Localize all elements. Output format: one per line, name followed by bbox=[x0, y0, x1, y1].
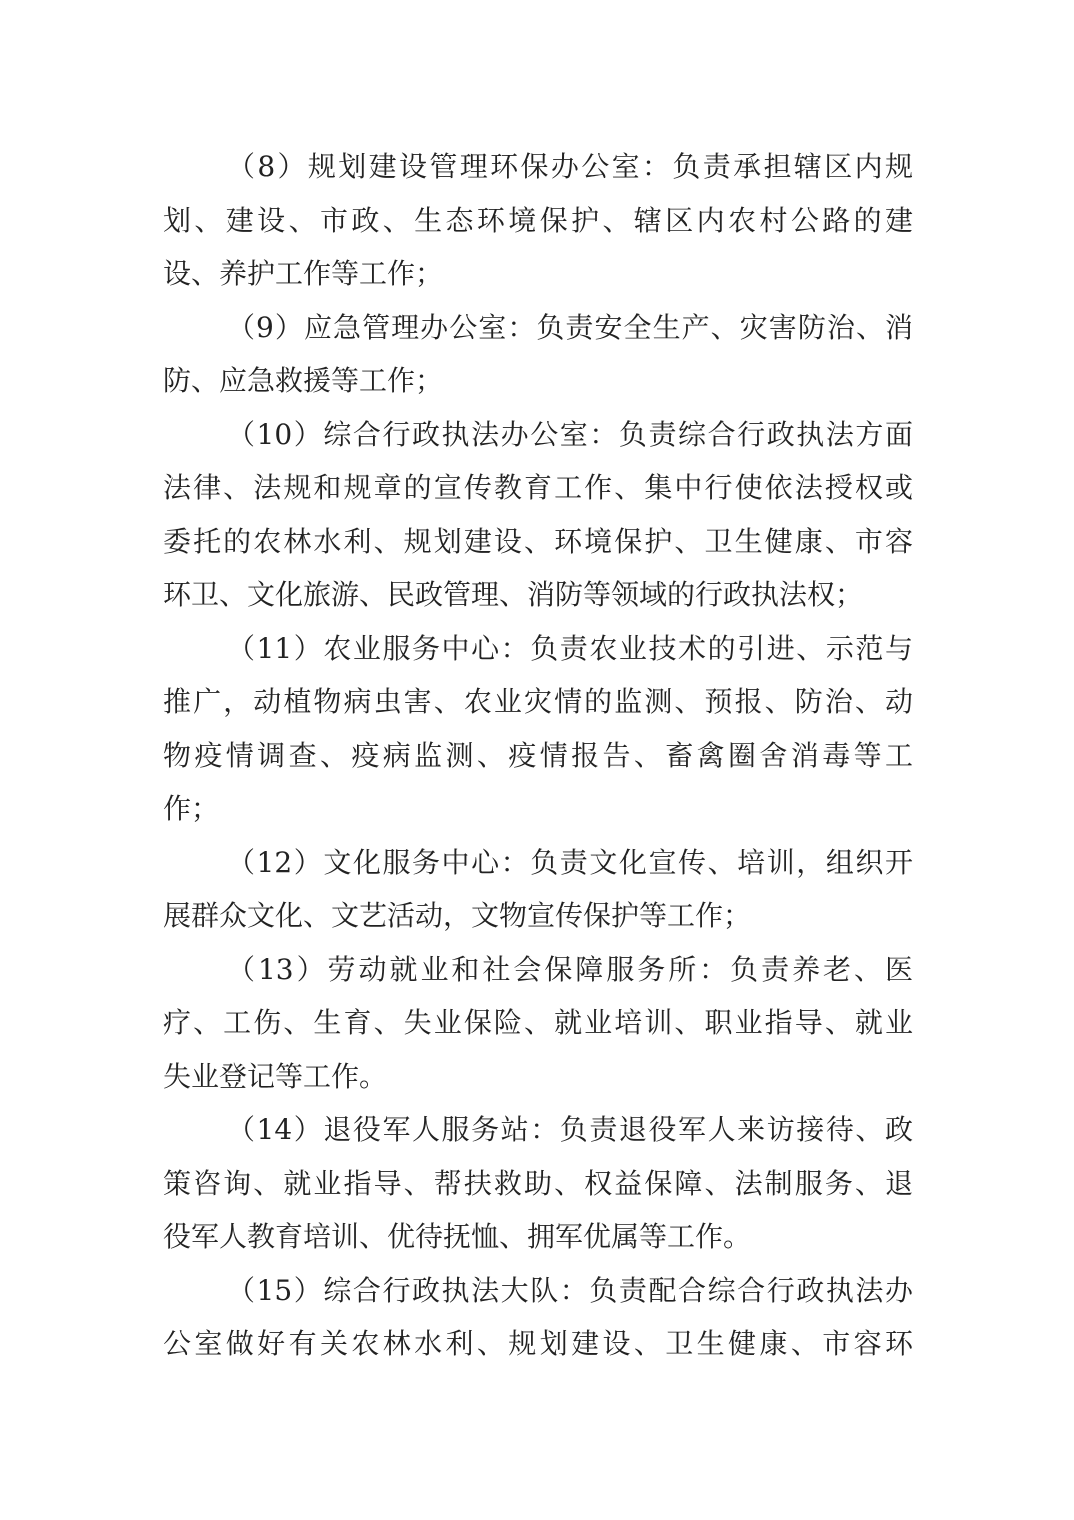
text-line: （12）文化服务中心：负责文化宣传、培训，组织开 bbox=[227, 845, 913, 879]
text-line: 推广，动植物病虫害、农业灾情的监测、预报、防治、动 bbox=[163, 685, 913, 718]
text-line: 公室做好有关农林水利、规划建设、卫生健康、市容环 bbox=[163, 1327, 913, 1360]
text-line: 法律、法规和规章的宣传教育工作、集中行使依法授权或 bbox=[163, 471, 913, 504]
paragraph-planning-office bbox=[163, 140, 913, 301]
text-line: 役军人教育培训、优待抚恤、拥军优属等工作。 bbox=[163, 1220, 752, 1253]
text-line: 展群众文化、文艺活动，文物宣传保护等工作； bbox=[163, 899, 752, 932]
paragraph-culture-center bbox=[163, 836, 913, 943]
text-line: （8）规划建设管理环保办公室：负责承担辖区内规 bbox=[227, 150, 913, 183]
text-line: 委托的农林水利、规划建设、环境保护、卫生健康、市容 bbox=[163, 524, 913, 558]
document-body bbox=[163, 140, 913, 1371]
paragraph-enforcement-brigade bbox=[163, 1264, 913, 1371]
text-line: 疗、工伤、生育、失业保险、就业培训、职业指导、就业 bbox=[163, 1006, 913, 1039]
text-line: 策咨询、就业指导、帮扶救助、权益保障、法制服务、退 bbox=[163, 1166, 913, 1200]
text-line: 物疫情调查、疫病监测、疫情报告、畜禽圈舍消毒等工 bbox=[163, 738, 913, 772]
paragraph-law-enforcement-office bbox=[163, 408, 913, 622]
text-line: 防、应急救援等工作； bbox=[163, 364, 444, 397]
paragraph-veterans-station bbox=[163, 1103, 913, 1264]
text-line: （14）退役军人服务站：负责退役军人来访接待、政 bbox=[227, 1113, 913, 1146]
text-line: 作； bbox=[163, 792, 220, 825]
text-line: 环卫、文化旅游、民政管理、消防等领域的行政执法权； bbox=[163, 578, 864, 611]
paragraph-labor-security-office bbox=[163, 943, 913, 1104]
text-line: （13）劳动就业和社会保障服务所：负责养老、医 bbox=[227, 952, 913, 986]
text-line: （15）综合行政执法大队：负责配合综合行政执法办 bbox=[227, 1273, 913, 1307]
text-line: 失业登记等工作。 bbox=[163, 1059, 388, 1093]
text-line: 设、养护工作等工作； bbox=[163, 257, 444, 290]
text-line: （10）综合行政执法办公室：负责综合行政执法方面 bbox=[227, 417, 913, 451]
paragraph-agriculture-center bbox=[163, 622, 913, 836]
text-line: （11）农业服务中心：负责农业技术的引进、示范与 bbox=[227, 631, 913, 665]
text-line: 划、建设、市政、生态环境保护、辖区内农村公路的建 bbox=[163, 203, 913, 237]
text-line: （9）应急管理办公室：负责安全生产、灾害防治、消 bbox=[227, 310, 913, 344]
paragraph-emergency-office bbox=[163, 301, 913, 408]
